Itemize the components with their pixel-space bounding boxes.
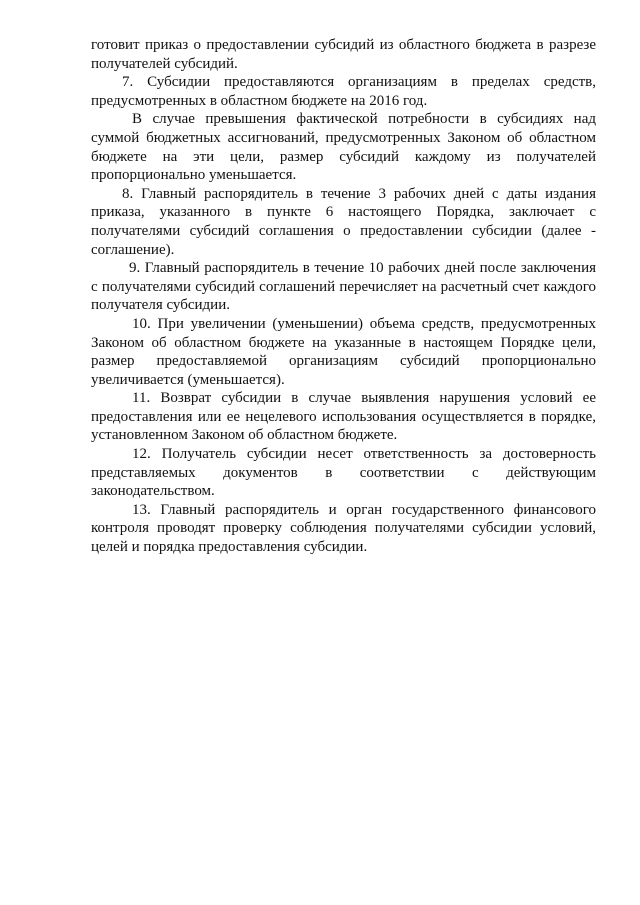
paragraph-continuation: готовит приказ о предоставлении субсидий из областного бюджета в разрезе получателей субсидий. <box>91 37 596 72</box>
paragraph-item-10: 10. При увеличении (уменьшении) объема средств, предусмотренных Законом об областном бюджете на указанные в настоящем Порядке цели, размер предоставляемой организациям субсидий пропорционально увеличивается (уменьшается). <box>91 315 596 388</box>
paragraph-item-7: 7. Субсидии предоставляются организациям в пределах средств, предусмотренных в областном бюджете на 2016 год. <box>91 74 596 109</box>
paragraph-item-9: 9. Главный распорядитель в течение 10 рабочих дней после заключения с получателями субсидий соглашений перечисляет на расчетный счет каждого получателя субсидии. <box>91 260 596 314</box>
paragraph-item-8: 8. Главный распорядитель в течение 3 рабочих дней с даты издания приказа, указанного в пункте 6 настоящего Порядка, заключает с получателями субсидий соглашения о предоставлении субсидии (далее - соглашение). <box>91 185 596 258</box>
paragraph-excess-need: В случае превышения фактической потребности в субсидиях над суммой бюджетных ассигнований, предусмотренных Законом об областном бюджете на эти цели, размер субсидий каждому из получателей пропорционально уменьшается. <box>91 111 596 184</box>
paragraph-item-13: 13. Главный распорядитель и орган государственного финансового контроля проводят проверку соблюдения получателями субсидии условий, целей и порядка предоставления субсидии. <box>91 501 596 556</box>
document-page <box>91 36 596 557</box>
paragraph-item-12: 12. Получатель субсидии несет ответственность за достоверность представляемых документов в соответствии с действующим законодательством. <box>91 446 596 500</box>
paragraph-item-11: 11. Возврат субсидии в случае выявления нарушения условий ее предоставления или ее нецелевого использования осуществляется в порядке, установленном Законом об областном бюджете. <box>91 390 596 444</box>
